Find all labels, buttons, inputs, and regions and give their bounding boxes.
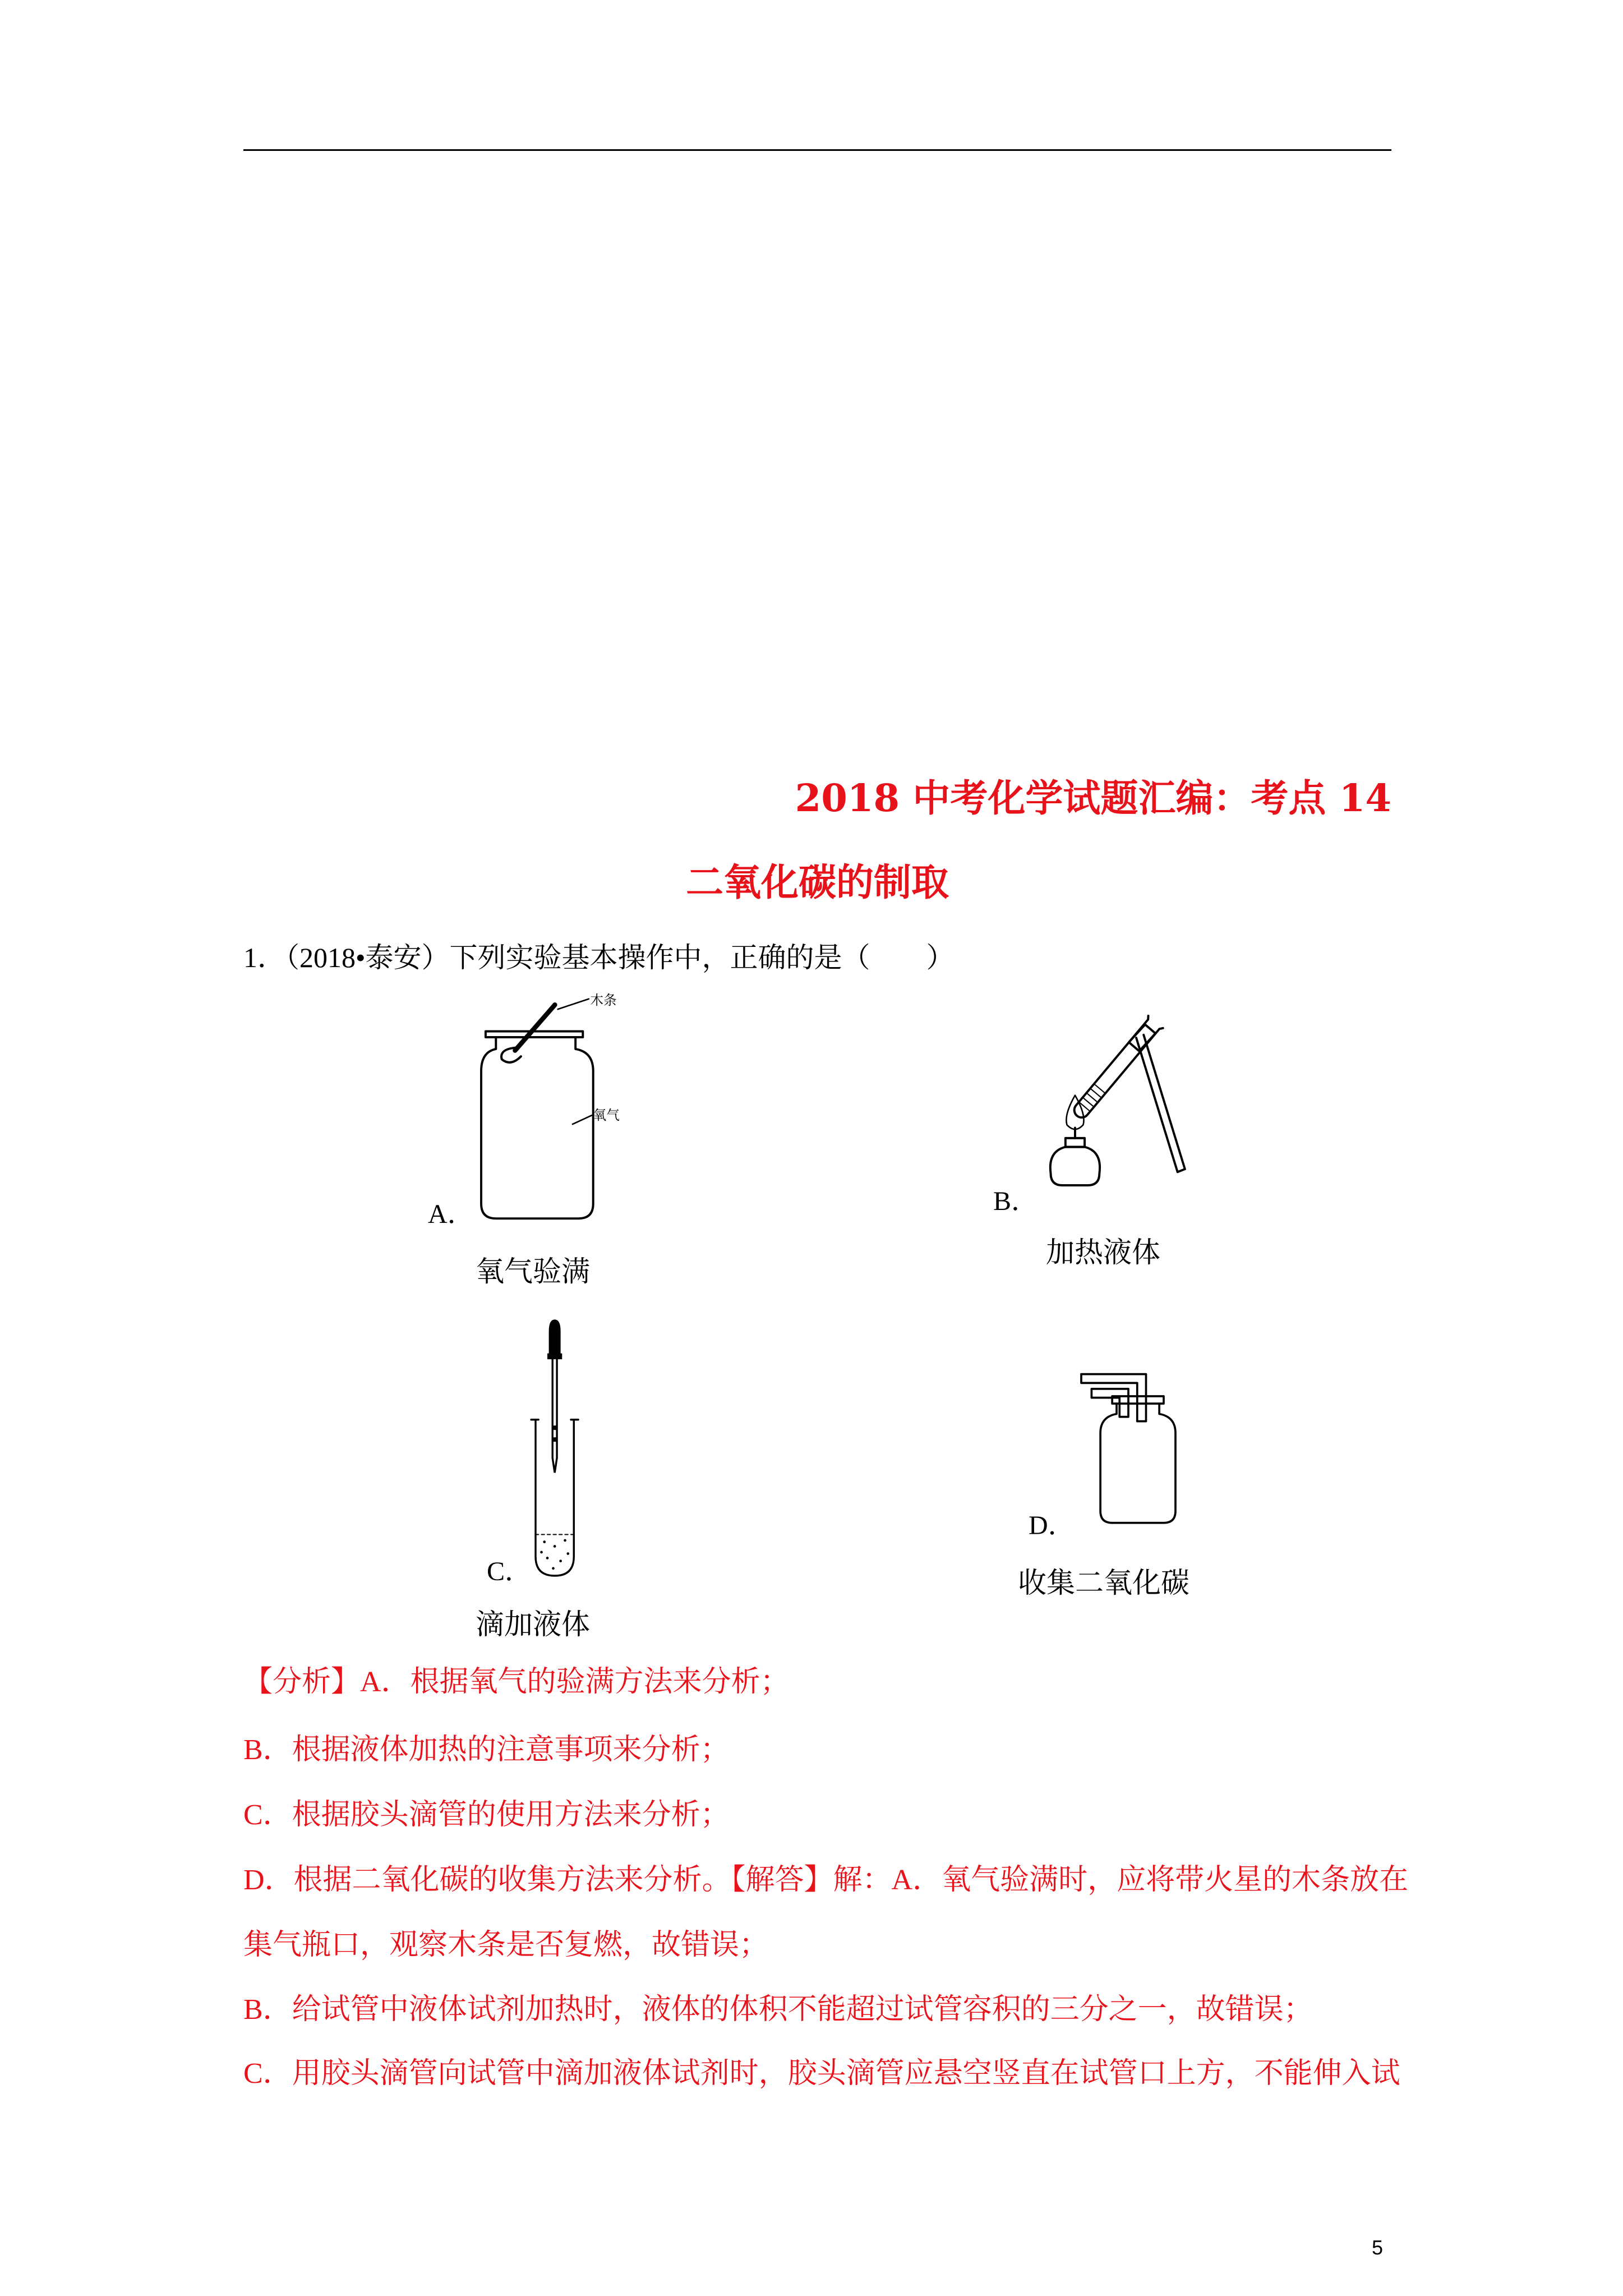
wooden-stick: [515, 1005, 555, 1050]
stick-leader-line: [558, 999, 589, 1009]
gas-collecting-bottle: [481, 1037, 593, 1218]
analysis-line: B．给试管中液体试剂加热时，液体的体积不能超过试管容积的三分之一，故错误；: [243, 1994, 1313, 2026]
figure-a-oxygen-test: [469, 986, 631, 1227]
option-d-caption: 收集二氧化碳: [1017, 1568, 1189, 1599]
option-a-caption: 氧气验满: [475, 1257, 590, 1288]
analysis-line: B．根据液体加热的注意事项来分析；: [243, 1734, 730, 1766]
stick-label: 木条: [590, 992, 617, 1009]
lamp-neck: [1066, 1138, 1085, 1147]
test-tube: [531, 1420, 578, 1576]
gas-leader-line: [573, 1115, 592, 1124]
tube-holder-handle: [1136, 1035, 1185, 1172]
analysis-line: 集气瓶口，观察木条是否复燃，故错误；: [243, 1929, 769, 1961]
option-b-label: B．: [993, 1186, 1039, 1216]
question-stem: 1．（2018•泰安）下列实验基本操作中，正确的是（ ）: [243, 942, 955, 973]
figure-d-collecting-co2: [1069, 1364, 1187, 1535]
option-a-label: A．: [428, 1199, 474, 1229]
alcohol-lamp: [1050, 1147, 1100, 1185]
option-d-label: D．: [1029, 1511, 1075, 1540]
dropper-mark: [554, 1425, 558, 1430]
page-subtitle: 二氧化碳的制取: [686, 860, 949, 904]
dropper-collar: [547, 1354, 562, 1360]
dropper-bulb: [549, 1319, 561, 1355]
analysis-line: C．用胶头滴管向试管中滴加液体试剂时，胶头滴管应悬空竖直在试管口上方，不能伸入试: [243, 2058, 1400, 2090]
gas-label: 氧气: [593, 1107, 620, 1124]
figure-c-dropping-liquid: [524, 1310, 583, 1582]
dropper-glass-tube: [552, 1359, 557, 1473]
tube-liquid-dots: [540, 1539, 569, 1570]
glass-plate: [486, 1032, 583, 1038]
dropper-mark: [554, 1437, 558, 1442]
analysis-line: C．根据胶头滴管的使用方法来分析；: [243, 1799, 730, 1831]
option-c-caption: 滴加液体: [475, 1609, 590, 1641]
tube-holder-clamp: [1129, 1024, 1155, 1051]
option-c-label: C．: [487, 1557, 532, 1586]
page-title: 2018 中考化学试题汇编：考点 14: [795, 776, 1391, 820]
analysis-line: 【分析】A．根据氧气的验满方法来分析；: [243, 1666, 790, 1698]
analysis-line: D．根据二氧化碳的收集方法来分析。【解答】解：A．氧气验满时，应将带火星的木条放在: [243, 1864, 1409, 1896]
page-number: 5: [1372, 2236, 1384, 2259]
option-b-caption: 加热液体: [1045, 1237, 1160, 1269]
test-tube: [1069, 1016, 1163, 1122]
figure-b-heating-liquid: [1033, 1010, 1192, 1190]
header-rule: [243, 149, 1391, 151]
